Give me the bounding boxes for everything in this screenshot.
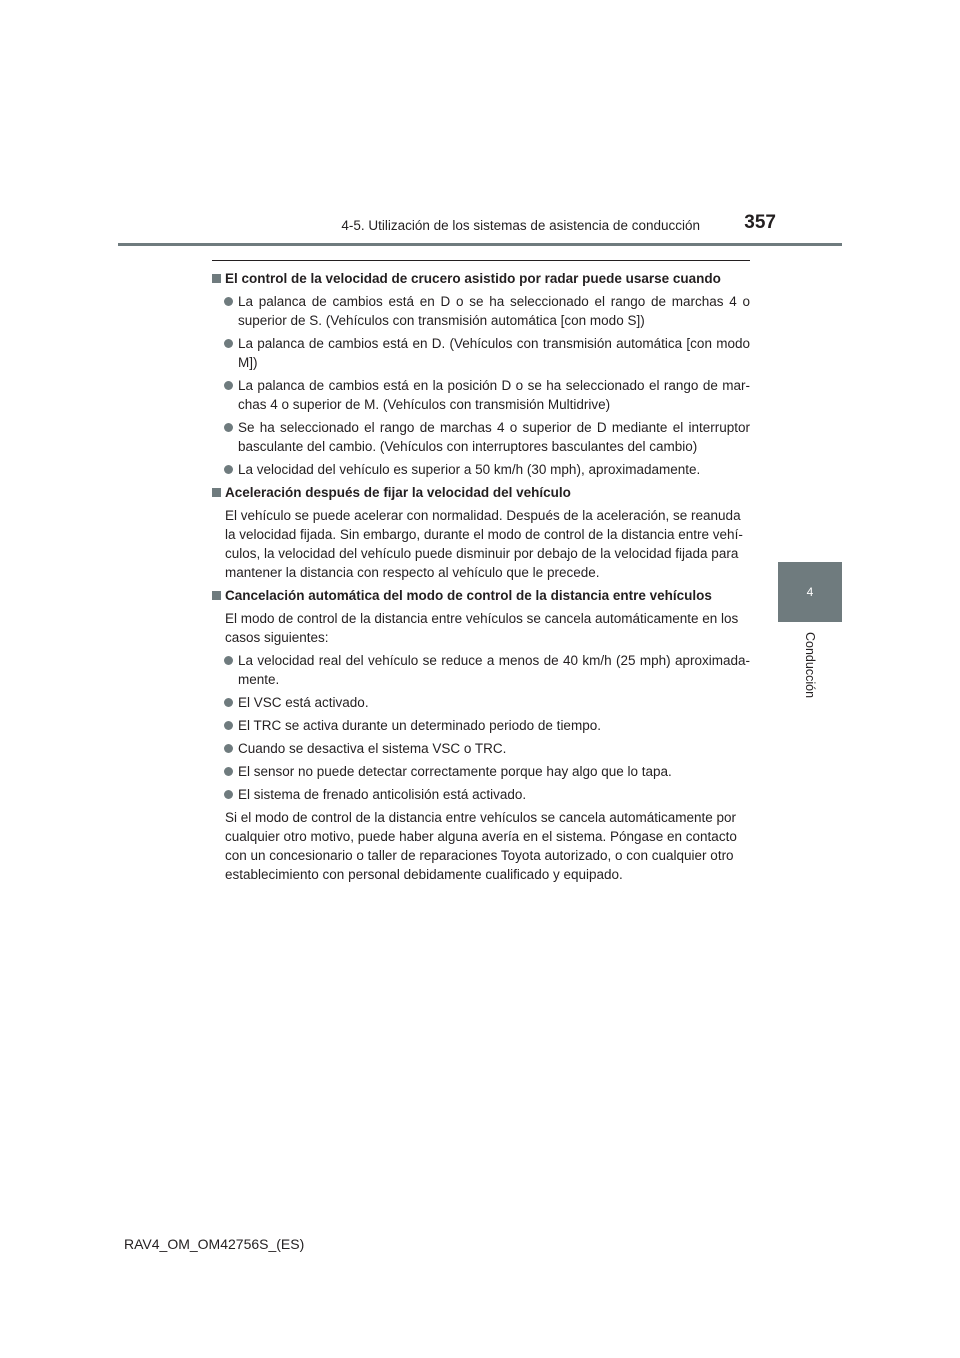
chapter-label xyxy=(780,632,840,702)
list-item: La palanca de cambios está en D. (Vehículos con transmisión automática [con modo M]) xyxy=(212,334,750,372)
bullet-dot-icon xyxy=(224,698,233,707)
list-item: El TRC se activa durante un determinado periodo de tiempo. xyxy=(212,716,750,735)
bullet-dot-icon xyxy=(224,744,233,753)
bullet-dot-icon xyxy=(224,656,233,665)
paragraph: El vehículo se puede acelerar con normalidad. Después de la aceleración, se reanuda la velocidad fijada. Sin embargo, durante el modo de control de la distancia entre vehí-culos, la velocidad del vehículo puede disminuir por debajo de la velocidad fijada para mantener la distancia con respecto al vehículo que le precede. xyxy=(225,508,743,580)
page-number: 357 xyxy=(744,212,776,233)
footer-doc-code: RAV4_OM_OM42756S_(ES) xyxy=(124,1236,305,1252)
list-item: La palanca de cambios está en D o se ha seleccionado el rango de marchas 4 o superior de S. (Vehículos con transmisión automática [con modo S]) xyxy=(212,292,750,330)
list-item: Cuando se desactiva el sistema VSC o TRC. xyxy=(212,739,750,758)
list-item: La palanca de cambios está en la posición D o se ha seleccionado el rango de mar-chas 4 o superior de M. (Vehículos con transmisión Multidrive) xyxy=(212,376,750,414)
chapter-tab xyxy=(778,562,842,622)
bullet-dot-icon xyxy=(224,767,233,776)
paragraph: Si el modo de control de la distancia entre vehículos se cancela automáticamente por cualquier otro motivo, puede haber alguna avería en el sistema. Póngase en contacto con un concesionario o taller de reparaciones Toyota autorizado, o con cualquier otro establecimiento con personal debidamente cualificado y equipado. xyxy=(225,810,737,882)
bullet-dot-icon xyxy=(224,423,233,432)
bullet-dot-icon xyxy=(224,465,233,474)
header-rule xyxy=(118,243,842,246)
list-item: El sistema de frenado anticolisión está activado. xyxy=(212,785,750,804)
page-content xyxy=(212,260,750,888)
section-heading: Cancelación automática del modo de control de la distancia entre vehículos xyxy=(212,586,750,605)
square-bullet-icon xyxy=(212,591,221,600)
square-bullet-icon xyxy=(212,274,221,283)
section-heading: El control de la velocidad de crucero asistido por radar puede usarse cuando xyxy=(212,269,750,288)
square-bullet-icon xyxy=(212,488,221,497)
list-item: El VSC está activado. xyxy=(212,693,750,712)
list-item: La velocidad real del vehículo se reduce a menos de 40 km/h (25 mph) aproximada-mente. xyxy=(212,651,750,689)
list-item: La velocidad del vehículo es superior a 50 km/h (30 mph), aproximadamente. xyxy=(212,460,750,479)
bullet-dot-icon xyxy=(224,297,233,306)
list-item: Se ha seleccionado el rango de marchas 4 o superior de D mediante el interruptor basculante del cambio. (Vehículos con interruptores basculantes del cambio) xyxy=(212,418,750,456)
bullet-dot-icon xyxy=(224,721,233,730)
header-section-title: 4-5. Utilización de los sistemas de asistencia de conducción xyxy=(341,218,700,233)
list-item: El sensor no puede detectar correctamente porque hay algo que lo tapa. xyxy=(212,762,750,781)
bullet-dot-icon xyxy=(224,381,233,390)
bullet-dot-icon xyxy=(224,339,233,348)
bullet-dot-icon xyxy=(224,790,233,799)
section-heading: Aceleración después de fijar la velocidad del vehículo xyxy=(212,483,750,502)
chapter-number: 4 xyxy=(806,585,814,599)
paragraph: El modo de control de la distancia entre vehículos se cancela automáticamente en los casos siguientes: xyxy=(225,611,739,645)
chapter-label-text: Conducción xyxy=(803,632,817,699)
